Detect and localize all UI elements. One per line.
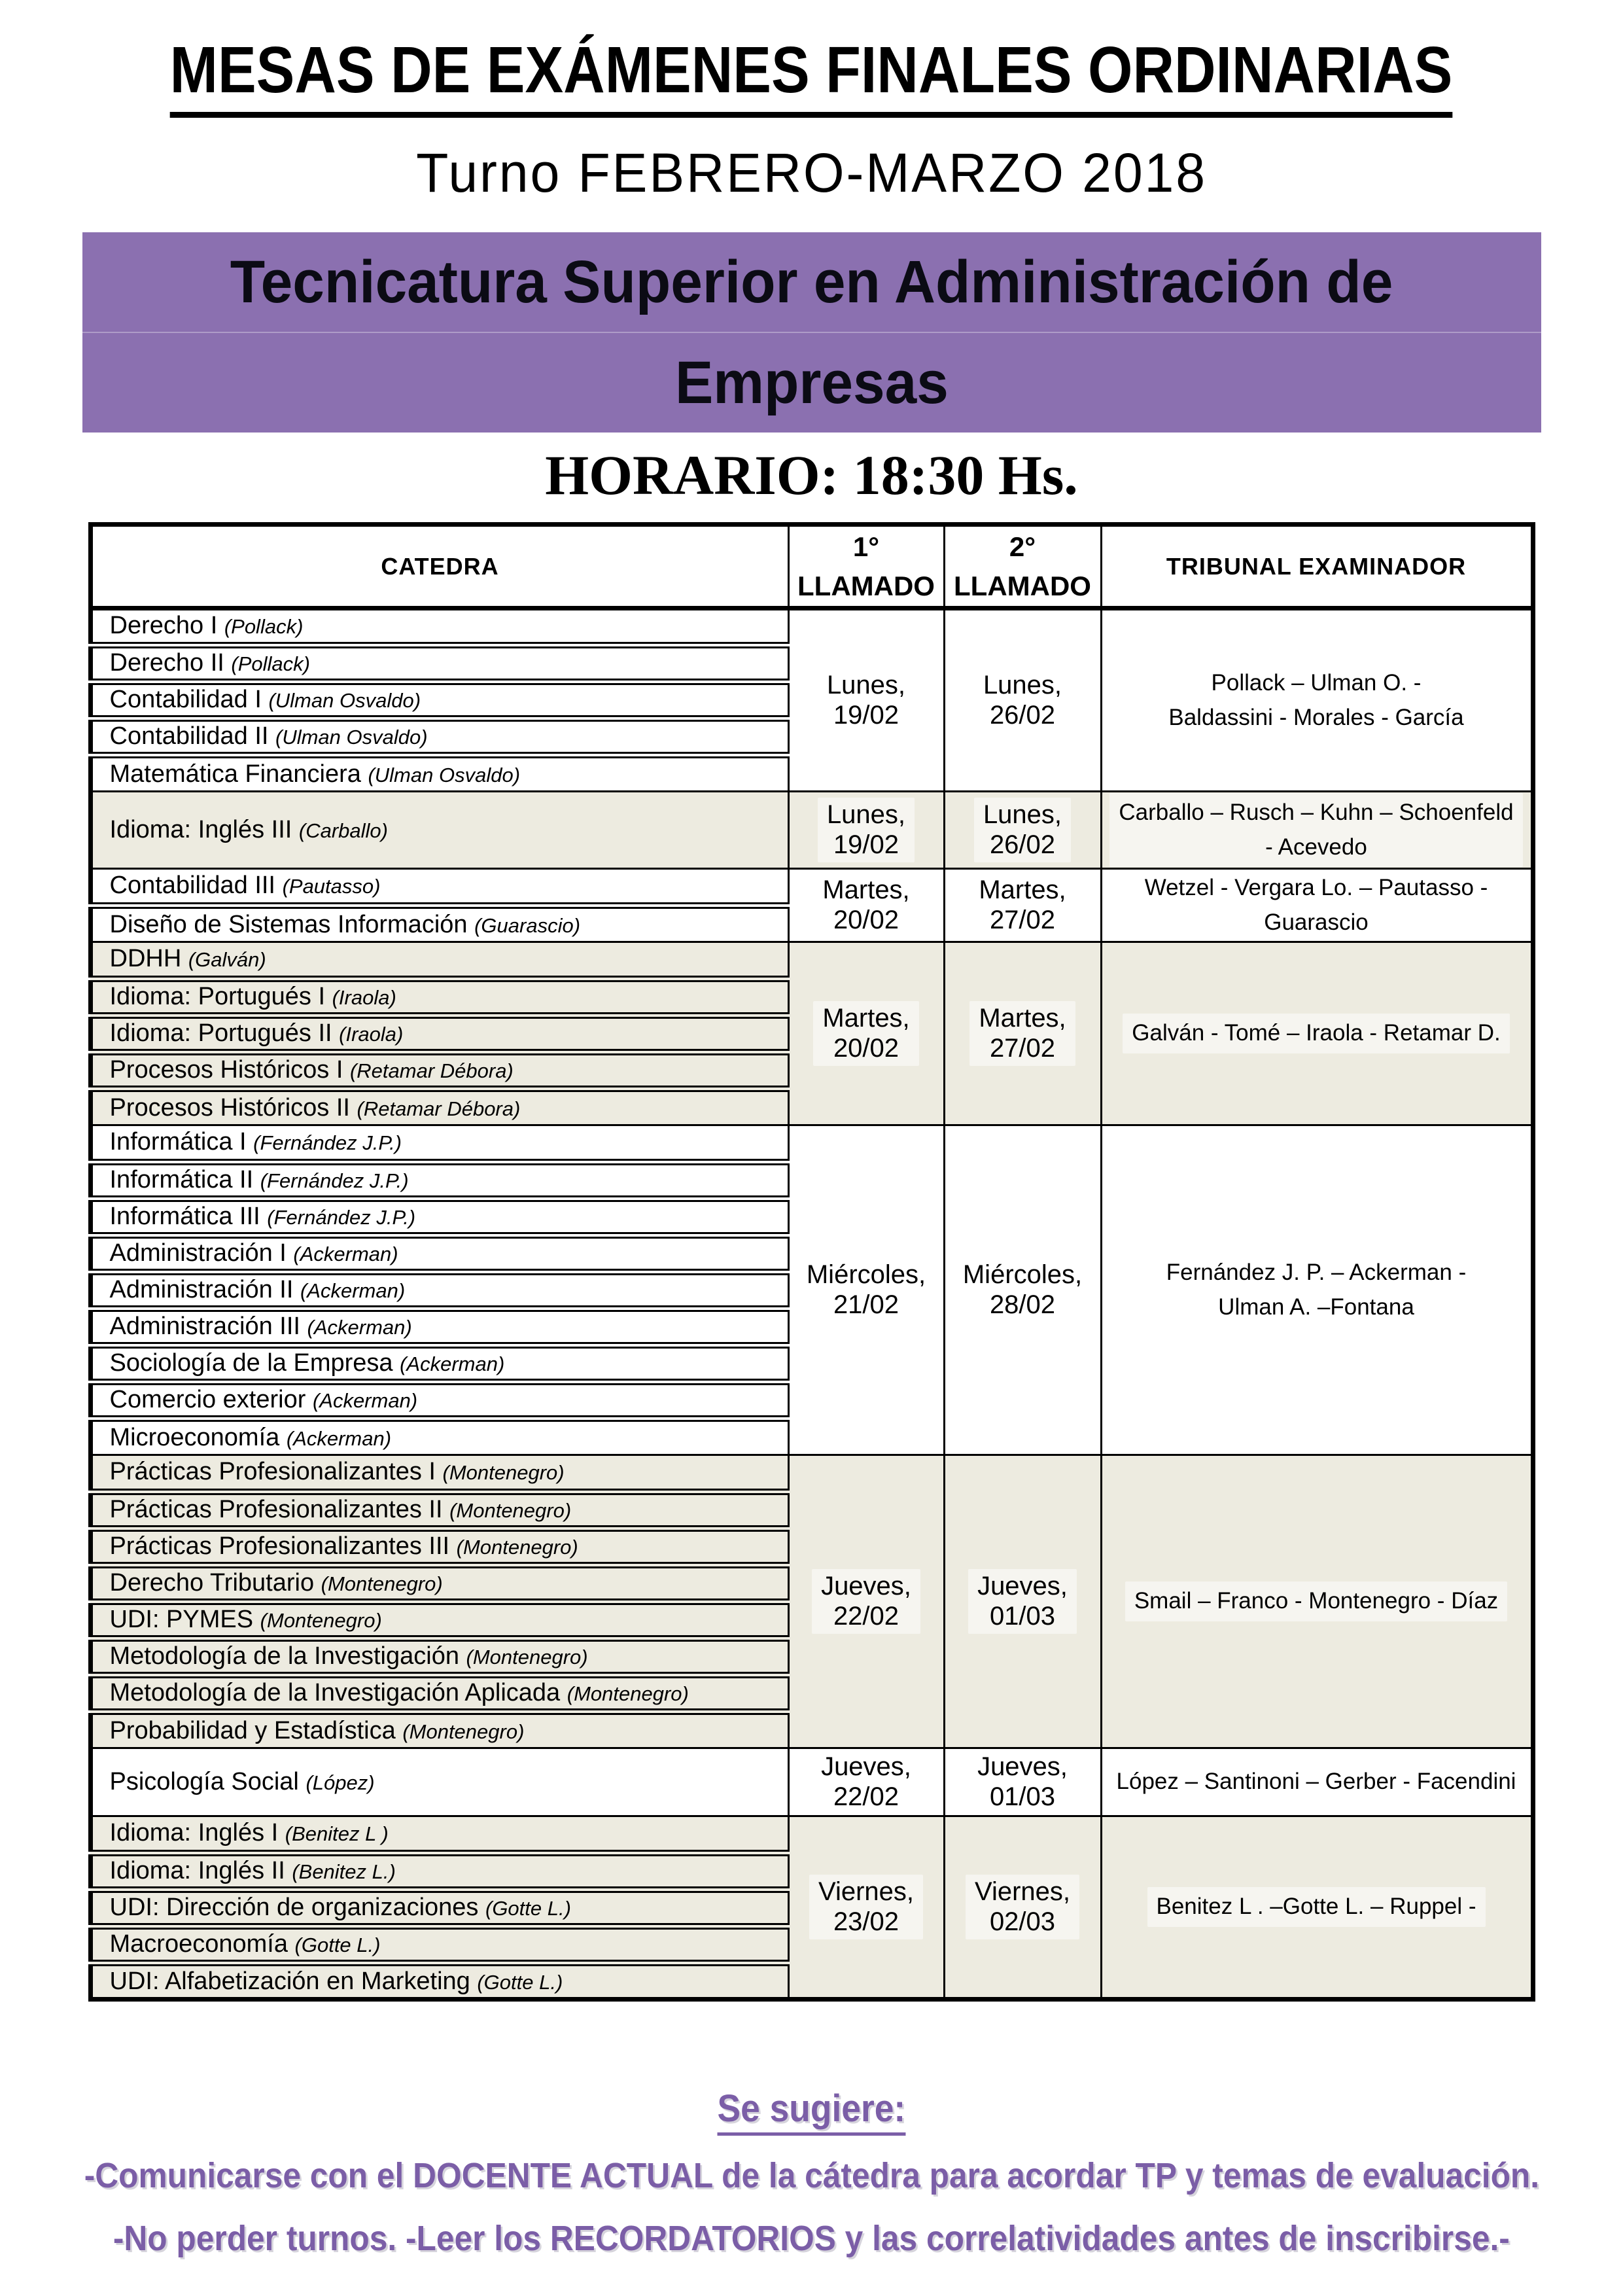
header-llamado1-cell	[788, 524, 944, 608]
table-header-row	[90, 524, 1533, 608]
catedra-cell	[90, 1853, 788, 1890]
llamado2-cell-text: Martes, 27/02	[969, 1001, 1075, 1066]
tribunal-cell	[1101, 942, 1533, 1125]
catedra-name: UDI: Alfabetización en Marketing	[109, 1967, 470, 1995]
catedra-name: Idioma: Portugués I	[109, 982, 326, 1010]
llamado1-cell-text: Jueves, 22/02	[821, 1752, 911, 1811]
catedra-cell	[90, 942, 788, 979]
llamado1-cell	[788, 1125, 944, 1455]
catedra-name: Matemática Financiera	[109, 760, 361, 788]
tribunal-cell-text: Pollack – Ulman O. - Baldassini - Morales - García	[1168, 670, 1464, 730]
llamado2-cell-text: Martes, 27/02	[979, 875, 1066, 934]
catedra-professor: (Montenegro)	[567, 1682, 689, 1705]
catedra-cell	[90, 682, 788, 718]
catedra-cell	[90, 1528, 788, 1565]
catedra-professor: (Guarascio)	[474, 913, 581, 937]
catedra-cell	[90, 1162, 788, 1199]
catedra-professor: (Gotte L.)	[294, 1933, 381, 1956]
tribunal-cell	[1101, 792, 1533, 869]
catedra-cell	[90, 1309, 788, 1345]
llamado2-cell	[944, 1816, 1101, 2000]
llamado2-cell-text: Lunes, 26/02	[974, 798, 1071, 862]
catedra-professor: (Pollack)	[224, 615, 304, 639]
schedule-time	[0, 444, 1623, 506]
catedra-professor: (Ackerman)	[293, 1242, 398, 1265]
catedra-professor: (Galván)	[188, 948, 266, 972]
page-title	[0, 0, 1623, 118]
catedra-professor: (Montenegro)	[456, 1535, 578, 1559]
table-row	[90, 1125, 1533, 1162]
llamado1-cell-text: Jueves, 22/02	[812, 1569, 920, 1634]
catedra-name: Metodología de la Investigación	[109, 1642, 459, 1670]
catedra-name: Administración III	[109, 1312, 300, 1340]
header-llamado2-label: LLAMADO	[954, 570, 1091, 601]
footer-line1	[0, 2154, 1623, 2199]
catedra-professor: (Fernández J.P.)	[253, 1131, 402, 1155]
llamado2-cell	[944, 1455, 1101, 1748]
llamado2-cell	[944, 609, 1101, 792]
tribunal-cell	[1101, 1816, 1533, 2000]
catedra-name: Prácticas Profesionalizantes III	[109, 1532, 450, 1560]
llamado1-cell-text: Lunes, 19/02	[826, 671, 906, 730]
catedra-cell	[90, 906, 788, 942]
tribunal-cell	[1101, 1125, 1533, 1455]
catedra-name: Prácticas Profesionalizantes I	[109, 1458, 436, 1486]
catedra-cell	[90, 1455, 788, 1492]
llamado2-cell	[944, 942, 1101, 1125]
catedra-cell	[90, 1890, 788, 1926]
header-llamado1-label: LLAMADO	[797, 570, 935, 601]
catedra-professor: (Ackerman)	[307, 1315, 412, 1339]
catedra-cell	[90, 1052, 788, 1089]
table-row	[90, 869, 1533, 906]
llamado1-cell	[788, 942, 944, 1125]
catedra-name: Procesos Históricos II	[109, 1093, 350, 1122]
catedra-name: Macroeconomía	[109, 1930, 288, 1958]
catedra-cell	[90, 609, 788, 645]
llamado2-cell	[944, 792, 1101, 869]
llamado1-cell	[788, 609, 944, 792]
catedra-professor: (Pautasso)	[282, 875, 381, 898]
catedra-name: Administración I	[109, 1239, 287, 1267]
tribunal-cell-text: Fernández J. P. – Ackerman - Ulman A. –Fontana	[1166, 1260, 1467, 1320]
catedra-professor: (Ackerman)	[312, 1388, 418, 1412]
catedra-professor: (Fernández J.P.)	[267, 1205, 416, 1229]
catedra-name: Informática I	[109, 1128, 247, 1156]
catedra-professor: (Ackerman)	[286, 1426, 392, 1450]
catedra-cell	[90, 1382, 788, 1419]
catedra-professor: (Montenegro)	[442, 1461, 565, 1485]
header-llamado2-cell	[944, 524, 1101, 608]
llamado2-cell	[944, 1125, 1101, 1455]
llamado1-cell	[788, 1455, 944, 1748]
catedra-cell	[90, 1016, 788, 1052]
catedra-cell	[90, 979, 788, 1016]
schedule-table	[88, 522, 1535, 2002]
schedule-table-body	[90, 609, 1533, 2000]
llamado1-cell-text: Miércoles, 21/02	[806, 1260, 926, 1319]
tribunal-cell-text: Wetzel - Vergara Lo. – Pautasso - Guarascio	[1144, 875, 1488, 935]
catedra-cell	[90, 1565, 788, 1602]
llamado1-cell-text: Lunes, 19/02	[818, 798, 915, 862]
catedra-professor: (Retamar Débora)	[357, 1097, 521, 1120]
catedra-name: Administración II	[109, 1275, 294, 1303]
tribunal-cell-text: Carballo – Rusch – Kuhn – Schoenfeld - Acevedo	[1109, 793, 1522, 867]
catedra-cell	[90, 1492, 788, 1528]
footer-line2-text: -No perder turnos. -Leer los RECORDATORIOS y las correlatividades antes de inscribirse.-	[113, 2218, 1510, 2258]
llamado1-cell	[788, 792, 944, 869]
footer-heading-text: Se sugiere:	[718, 2087, 906, 2136]
catedra-professor: (Ackerman)	[400, 1352, 505, 1375]
catedra-cell	[90, 1199, 788, 1235]
career-banner	[82, 232, 1541, 433]
catedra-professor: (Montenegro)	[466, 1645, 588, 1669]
llamado2-cell-text: Jueves, 01/03	[977, 1752, 1068, 1811]
llamado2-cell	[944, 869, 1101, 942]
tribunal-cell	[1101, 1748, 1533, 1816]
catedra-name: Idioma: Portugués II	[109, 1019, 332, 1047]
catedra-name: Procesos Históricos I	[109, 1055, 343, 1084]
career-banner-line1-text: Tecnicatura Superior en Administración de	[230, 249, 1393, 316]
catedra-cell	[90, 1419, 788, 1455]
catedra-professor: (Montenegro)	[321, 1572, 443, 1595]
career-banner-line1	[82, 232, 1541, 333]
catedra-name: Derecho I	[109, 612, 218, 640]
tribunal-cell-text: Benitez L . –Gotte L. – Ruppel -	[1147, 1887, 1486, 1927]
catedra-professor: (Fernández J.P.)	[260, 1169, 409, 1192]
catedra-name: Derecho II	[109, 648, 224, 677]
catedra-professor: (Carballo)	[298, 819, 388, 842]
footer-notes	[0, 2087, 1623, 2261]
catedra-cell	[90, 792, 788, 869]
catedra-name: UDI: PYMES	[109, 1605, 254, 1633]
catedra-cell	[90, 1963, 788, 2000]
catedra-professor: (Montenegro)	[449, 1498, 572, 1522]
catedra-name: Idioma: Inglés I	[109, 1819, 279, 1847]
llamado2-cell-text: Miércoles, 28/02	[962, 1260, 1083, 1319]
catedra-name: Metodología de la Investigación Aplicada	[109, 1678, 561, 1706]
catedra-professor: (Montenegro)	[402, 1720, 525, 1743]
llamado1-cell	[788, 869, 944, 942]
catedra-name: Informática II	[109, 1165, 254, 1193]
catedra-cell	[90, 1638, 788, 1675]
table-row	[90, 1748, 1533, 1816]
catedra-cell	[90, 718, 788, 755]
catedra-cell	[90, 1748, 788, 1816]
header-tribunal-cell	[1101, 524, 1533, 608]
table-row	[90, 792, 1533, 869]
catedra-cell	[90, 645, 788, 682]
catedra-name: Psicología Social	[109, 1767, 299, 1795]
catedra-professor: (Pollack)	[231, 652, 310, 675]
catedra-name: Diseño de Sistemas Información	[109, 910, 468, 938]
catedra-cell	[90, 755, 788, 792]
table-row	[90, 942, 1533, 979]
llamado1-cell-text: Martes, 20/02	[813, 1001, 918, 1066]
catedra-name: Probabilidad y Estadística	[109, 1716, 396, 1744]
llamado2-cell-text: Jueves, 01/03	[968, 1569, 1077, 1634]
catedra-name: Prácticas Profesionalizantes II	[109, 1495, 443, 1523]
page-subtitle-text: Turno FEBRERO-MARZO 2018	[416, 142, 1207, 203]
catedra-cell	[90, 1926, 788, 1963]
career-banner-line2	[82, 333, 1541, 433]
catedra-cell	[90, 1125, 788, 1162]
catedra-name: Idioma: Inglés III	[109, 815, 292, 843]
catedra-professor: (Ulman Osvaldo)	[368, 763, 521, 786]
catedra-cell	[90, 1272, 788, 1309]
catedra-professor: (Benitez L )	[285, 1822, 389, 1846]
llamado1-cell-text: Viernes, 23/02	[809, 1875, 923, 1939]
header-llamado2-number: 2°	[1009, 531, 1036, 562]
tribunal-cell	[1101, 1455, 1533, 1748]
llamado2-cell-text: Lunes, 26/02	[983, 671, 1062, 730]
catedra-name: Idioma: Inglés II	[109, 1856, 285, 1884]
llamado2-cell	[944, 1748, 1101, 1816]
catedra-name: DDHH	[109, 945, 182, 973]
catedra-cell	[90, 1089, 788, 1125]
catedra-name: Microeconomía	[109, 1423, 280, 1451]
catedra-cell	[90, 1345, 788, 1382]
tribunal-cell	[1101, 609, 1533, 792]
catedra-professor: (Ulman Osvaldo)	[275, 725, 428, 749]
llamado1-cell-text: Martes, 20/02	[822, 875, 910, 934]
header-catedra-cell	[90, 524, 788, 608]
catedra-name: Comercio exterior	[109, 1385, 306, 1413]
header-catedra-label: CATEDRA	[381, 552, 499, 580]
llamado2-cell-text: Viernes, 02/03	[966, 1875, 1079, 1939]
catedra-name: Derecho Tributario	[109, 1568, 315, 1597]
tribunal-cell	[1101, 869, 1533, 942]
table-row	[90, 1816, 1533, 1853]
catedra-professor: (Iraola)	[332, 985, 396, 1009]
catedra-professor: (Montenegro)	[260, 1608, 382, 1632]
llamado1-cell	[788, 1748, 944, 1816]
catedra-professor: (Gotte L.)	[477, 1970, 563, 1994]
catedra-cell	[90, 1675, 788, 1712]
catedra-cell	[90, 869, 788, 906]
page-title-text: MESAS DE EXÁMENES FINALES ORDINARIAS	[170, 33, 1453, 118]
catedra-professor: (López)	[305, 1771, 375, 1794]
tribunal-cell-text: López – Santinoni – Gerber - Facendini	[1116, 1769, 1516, 1795]
career-banner-line2-text: Empresas	[674, 349, 949, 417]
schedule-table-head	[90, 524, 1533, 608]
catedra-name: Sociología de la Empresa	[109, 1349, 393, 1377]
footer-heading	[0, 2087, 1623, 2136]
catedra-name: Informática III	[109, 1202, 260, 1230]
catedra-professor: (Ackerman)	[300, 1279, 406, 1302]
header-llamado1-number: 1°	[852, 531, 880, 562]
page-subtitle	[0, 143, 1623, 203]
table-row	[90, 609, 1533, 645]
catedra-cell	[90, 1816, 788, 1853]
catedra-professor: (Retamar Débora)	[349, 1059, 514, 1082]
catedra-cell	[90, 1235, 788, 1272]
schedule-time-text: HORARIO: 18:30 Hs.	[545, 444, 1078, 507]
llamado1-cell	[788, 1816, 944, 2000]
catedra-name: UDI: Dirección de organizaciones	[109, 1893, 479, 1921]
catedra-name: Contabilidad III	[109, 872, 275, 900]
catedra-professor: (Benitez L.)	[292, 1860, 396, 1883]
tribunal-cell-text: Galván - Tomé – Iraola - Retamar D.	[1123, 1014, 1509, 1053]
table-row	[90, 1455, 1533, 1492]
catedra-professor: (Ulman Osvaldo)	[268, 688, 421, 712]
footer-line1-text: -Comunicarse con el DOCENTE ACTUAL de la cátedra para acordar TP y temas de evaluación.	[84, 2156, 1539, 2196]
catedra-cell	[90, 1602, 788, 1638]
catedra-name: Contabilidad II	[109, 722, 269, 750]
catedra-name: Contabilidad I	[109, 685, 262, 713]
catedra-cell	[90, 1712, 788, 1748]
catedra-professor: (Iraola)	[339, 1022, 404, 1046]
tribunal-cell-text: Smail – Franco - Montenegro - Díaz	[1125, 1581, 1507, 1621]
header-tribunal-label: TRIBUNAL EXAMINADOR	[1166, 552, 1467, 580]
footer-line2	[0, 2217, 1623, 2261]
catedra-professor: (Gotte L.)	[485, 1896, 571, 1920]
